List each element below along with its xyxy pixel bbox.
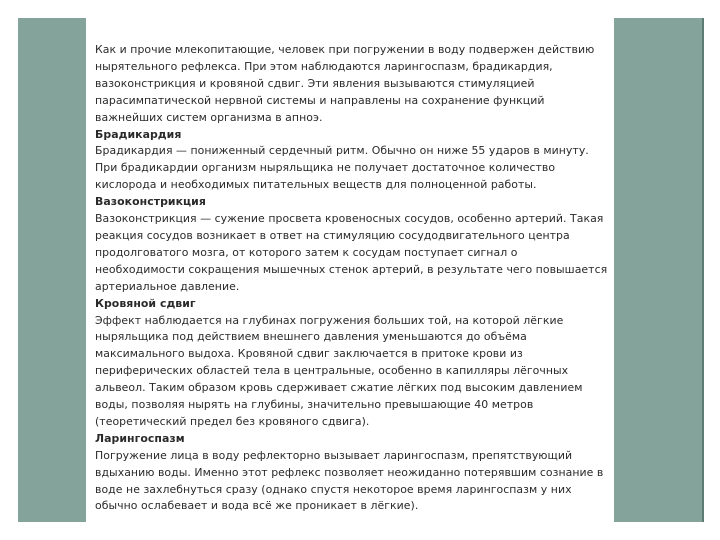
heading-vasoconstriction: Вазоконстрикция [95, 195, 206, 209]
laryngospasm-paragraph: Погружение лица в воду рефлекторно вызывает ларингоспазм, препятствующий вдыханию воды. Именно этот рефлекс позволяет неожиданно потерявшим сознание в воде не захлебнуться сразу (однако спустя некоторое время ларингоспазм у них обычно ослабевает и вода всё же проникает в лёгкие). [95, 448, 604, 513]
heading-blood-shift: Кровяной сдвиг [95, 296, 196, 310]
heading-laryngospasm: Ларингоспазм [95, 431, 185, 445]
vasoconstriction-paragraph: Вазоконстрикция — сужение просвета кровеносных сосудов, особенно артерий. Такая реакция сосудов возникает в ответ на стимуляцию сосудодвигательного центра продолговатого мозга, от которого затем к сосудам поступает сигнал о необходимости сокращения мышечных стенок артерий, в результате чего повышается артериальное давление. [95, 212, 608, 293]
decorative-frame-edge [702, 18, 704, 522]
heading-bradycardia: Брадикардия [95, 127, 182, 141]
bradycardia-paragraph: Брадикардия — пониженный сердечный ритм. Обычно он ниже 55 ударов в минуту. При брадикардии организм ныряльщика не получает достаточное количество кислорода и необходимых питательных веществ для полноценной работы. [95, 144, 589, 192]
intro-paragraph: Как и прочие млекопитающие, человек при погружении в воду подвержен действию нырятельного рефлекса. При этом наблюдаются ларингоспазм, брадикардия, вазоконстрикция и кровяной сдвиг. Эти явления вызываются стимуляцией парасимпатической нервной системы и направлены на сохранение функций важнейших систем организма в апноэ. [95, 43, 595, 124]
blood-shift-paragraph: Эффект наблюдается на глубинах погружения больших той, на которой лёгкие ныряльщика под действием внешнего давления уменьшаются до объёма максимального выдоха. Кровяной сдвиг заключается в притоке крови из периферических областей тела в центральные, особенно в капилляры лёгочных альвеол. Таким образом кровь сдерживает сжатие лёгких под высоким давлением воды, позволяя нырять на глубины, значительно превышающие 40 метров (теоретический предел без кровяного сдвига). [95, 313, 583, 428]
slide-text [95, 42, 610, 515]
